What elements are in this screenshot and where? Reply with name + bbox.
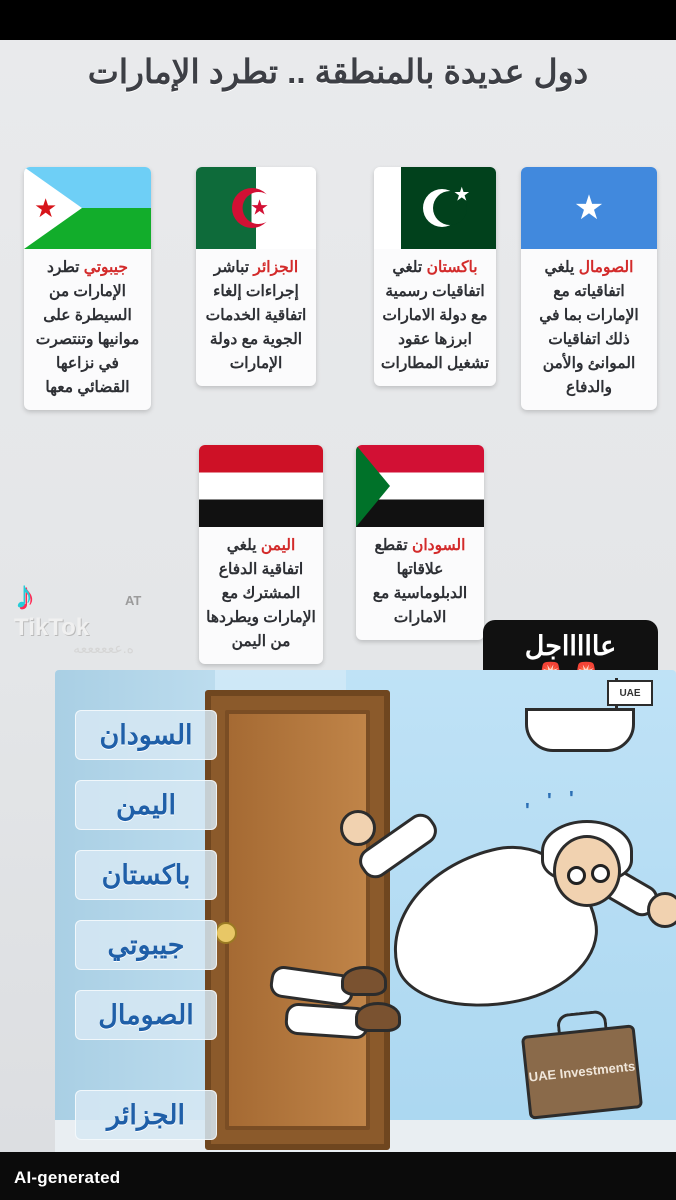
card-text-djibouti bbox=[24, 249, 151, 410]
country-desc-djibouti: تطرد الإمارات من السيطرة على موانيها وتنتصرت في نزاعها القضائي معها bbox=[35, 259, 140, 397]
country-card-somalia bbox=[521, 167, 657, 410]
ai-generated-label: AI-generated bbox=[14, 1168, 121, 1187]
sweat-drop-1: ' bbox=[525, 800, 530, 822]
country-name-algeria: الجزائر bbox=[253, 259, 299, 276]
country-desc-pakistan: تلغي اتفاقيات رسمية مع دولة الامارات ابرزها عقود تشغيل المطارات bbox=[380, 259, 490, 373]
door-label-sudan: السودان bbox=[75, 710, 217, 760]
card-text-algeria bbox=[196, 249, 316, 386]
urgent-badge-text: عاااااجل bbox=[524, 631, 617, 661]
djibouti-flag-icon: ★ bbox=[24, 167, 151, 249]
top-black-bar bbox=[0, 0, 676, 40]
briefcase-uae-investments: UAE Investments bbox=[521, 1024, 643, 1119]
man-hand-right bbox=[647, 892, 676, 928]
country-card-djibouti bbox=[24, 167, 151, 410]
tiktok-watermark bbox=[14, 575, 134, 657]
tiktok-note-icon: ♪ bbox=[14, 573, 34, 617]
country-desc-sudan: تقطع علاقاتها الدبلوماسية مع الامارات bbox=[372, 537, 468, 627]
country-name-somalia: الصومال bbox=[578, 259, 634, 276]
door-label-djibouti: جيبوتي bbox=[75, 920, 217, 970]
country-desc-somalia: يلغي اتفاقياته مع الإمارات بما في ذلك اتفاقيات الموانئ والأمن والدفاع bbox=[539, 259, 639, 397]
man-eye-2 bbox=[591, 864, 610, 883]
yemen-flag-icon bbox=[199, 445, 323, 527]
door bbox=[205, 690, 390, 1150]
boat-flag-label: UAE bbox=[607, 680, 653, 706]
country-name-yemen: اليمن bbox=[260, 537, 296, 554]
card-text-sudan bbox=[356, 527, 484, 640]
man-eye-1 bbox=[567, 866, 586, 885]
page-title: دول عديدة بالمنطقة .. تطرد الإمارات bbox=[87, 53, 589, 90]
tiktok-logo-text: TikTok bbox=[14, 614, 90, 641]
cartoon-illustration bbox=[55, 670, 676, 1190]
sweat-drop-3: ' bbox=[569, 788, 574, 810]
country-card-pakistan bbox=[374, 167, 496, 386]
boat-icon bbox=[525, 708, 635, 752]
door-label-algeria: الجزائر bbox=[75, 1090, 217, 1140]
tiktok-handle: ه.ععععععه bbox=[73, 640, 134, 657]
country-name-djibouti: جيبوتي bbox=[83, 259, 128, 276]
man-hand-left bbox=[340, 810, 376, 846]
man-shoe-1 bbox=[341, 966, 387, 996]
country-name-sudan: السودان bbox=[411, 537, 466, 554]
country-desc-yemen: يلغي اتفاقية الدفاع المشترك مع الإمارات ويطردها من اليمن bbox=[206, 537, 316, 651]
door-panel bbox=[225, 710, 370, 1130]
somalia-flag-icon: ★ bbox=[521, 167, 657, 249]
algeria-flag-icon: ★ bbox=[196, 167, 316, 249]
country-name-pakistan: باكستان bbox=[426, 259, 478, 276]
country-desc-algeria: تباشر إجراءات إلغاء اتفاقية الخدمات الجوية مع دولة الإمارات bbox=[205, 259, 307, 373]
card-text-pakistan bbox=[374, 249, 496, 386]
sudan-flag-icon bbox=[356, 445, 484, 527]
bottom-black-bar bbox=[0, 1152, 676, 1200]
card-text-somalia bbox=[521, 249, 657, 410]
man-shoe-2 bbox=[355, 1002, 401, 1032]
country-card-sudan bbox=[356, 445, 484, 640]
card-text-yemen bbox=[199, 527, 323, 664]
poster-image bbox=[0, 40, 676, 1152]
door-label-somalia: الصومال bbox=[75, 990, 217, 1040]
artist-signature-top: AT bbox=[125, 593, 142, 608]
door-knob-icon bbox=[215, 922, 237, 944]
sweat-drop-2: ' bbox=[547, 790, 552, 812]
country-card-yemen bbox=[199, 445, 323, 664]
pakistan-flag-icon: ★ bbox=[374, 167, 496, 249]
man-head bbox=[553, 835, 621, 907]
country-card-algeria bbox=[196, 167, 316, 386]
door-label-pakistan: باكستان bbox=[75, 850, 217, 900]
door-label-yemen: اليمن bbox=[75, 780, 217, 830]
